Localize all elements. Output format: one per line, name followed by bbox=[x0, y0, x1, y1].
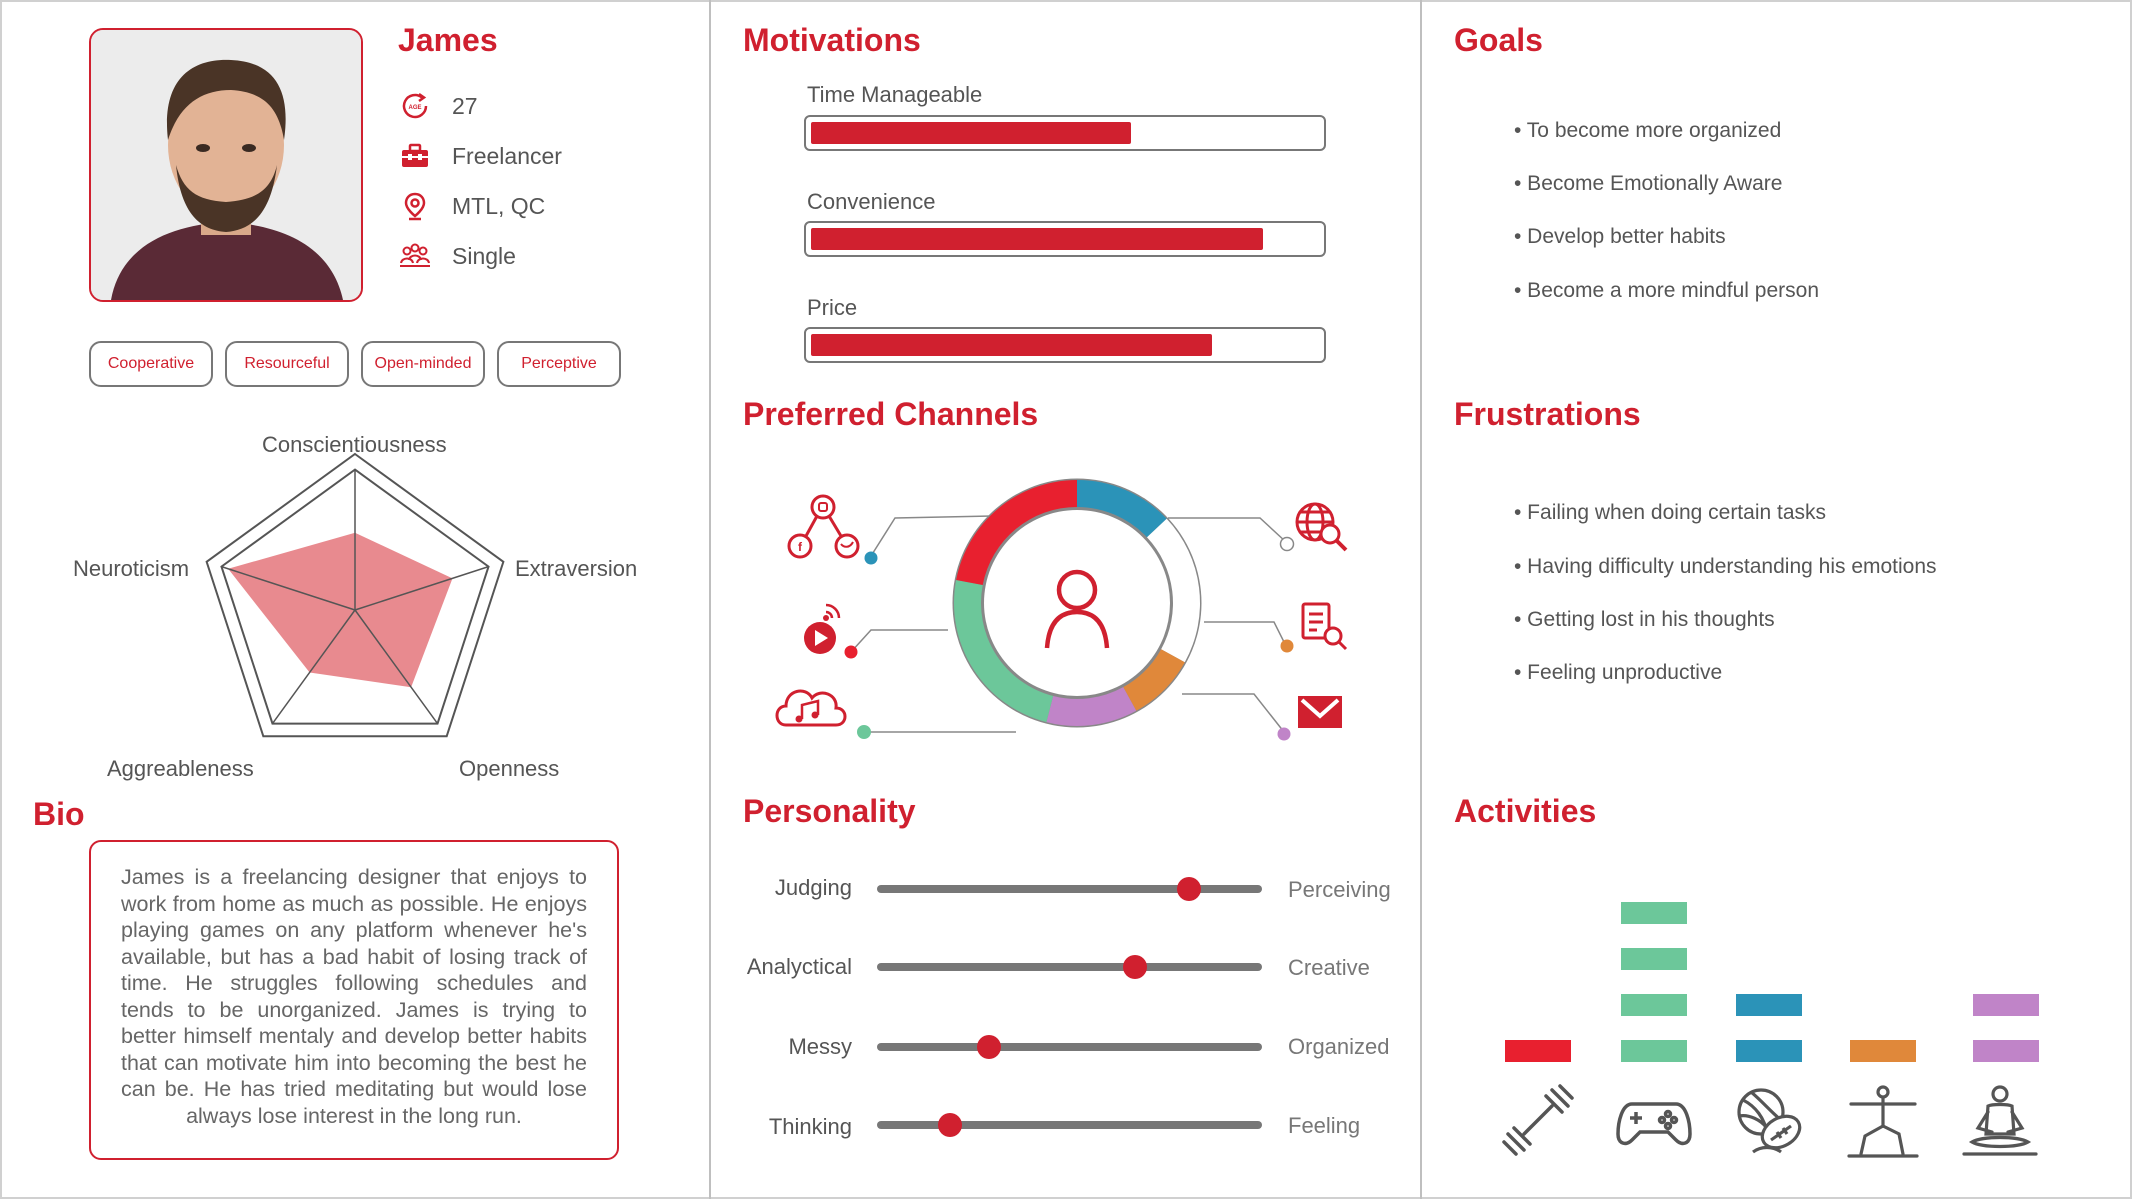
activity-bar-meditation bbox=[1973, 1040, 2039, 1062]
radar-label-neuroticism: Neuroticism bbox=[73, 556, 190, 581]
age-row bbox=[398, 86, 478, 126]
activities-title: Activities bbox=[1454, 793, 1597, 829]
motivation-bar bbox=[804, 327, 1326, 363]
svg-text:f: f bbox=[798, 540, 802, 554]
personality-right-label: Feeling bbox=[1288, 1113, 1361, 1138]
social-network-icon bbox=[789, 496, 858, 557]
frustrations-title: Frustrations bbox=[1454, 396, 1641, 432]
channels-diagram bbox=[770, 470, 1370, 760]
location-row bbox=[398, 186, 545, 226]
occupation-value: Freelancer bbox=[452, 142, 562, 169]
personality-right-label: Creative bbox=[1288, 955, 1370, 980]
personality-marker bbox=[1177, 877, 1201, 901]
document-search-icon bbox=[1303, 604, 1346, 649]
bio-box bbox=[89, 840, 619, 1160]
bio-text: James is a freelancing designer that enjoys to work from home as much as possible. He enjoys playing games on any platform whenever he's available, but has a bad habit of losing track of time. He struggles following schedules and tends to be unorganized. James is trying to better himself mentaly and develop better habits that can motivate him into becoming the best he can be. He has tried meditating but would lose always lose interest in the long run. bbox=[121, 865, 587, 1128]
briefcase-icon bbox=[398, 139, 432, 173]
radar-label-extraversion: Extraversion bbox=[515, 556, 638, 581]
activity-bar-gaming bbox=[1621, 948, 1687, 970]
dumbbell-icon bbox=[1500, 1082, 1576, 1158]
personality-track bbox=[877, 963, 1262, 971]
channels-donut bbox=[953, 479, 1202, 728]
trait-tag: Perceptive bbox=[497, 341, 621, 387]
occupation-row bbox=[398, 136, 562, 176]
email-icon bbox=[1298, 696, 1342, 728]
personality-track bbox=[877, 1121, 1262, 1129]
location-value: MTL, QC bbox=[452, 192, 546, 219]
radar-label-aggreableness: Aggreableness bbox=[107, 756, 254, 781]
activity-bar-gaming bbox=[1621, 994, 1687, 1016]
column-divider-2 bbox=[1420, 0, 1422, 1199]
activity-bar-gaming bbox=[1621, 1040, 1687, 1062]
personality-right-label: Perceiving bbox=[1288, 877, 1391, 902]
frustration-item: • Feeling unproductive bbox=[1514, 661, 1723, 684]
donut-hole bbox=[984, 510, 1170, 696]
frustration-item: • Having difficulty understanding his emotions bbox=[1514, 555, 1937, 578]
motivation-label: Time Manageable bbox=[807, 82, 983, 107]
goals-title: Goals bbox=[1454, 22, 1543, 58]
status-value: Single bbox=[452, 242, 516, 269]
radar-value-area bbox=[228, 533, 452, 687]
age-icon bbox=[398, 89, 432, 123]
bio-title: Bio bbox=[33, 796, 85, 832]
location-pin-icon bbox=[398, 189, 432, 223]
meditation-icon bbox=[1962, 1082, 2038, 1158]
column-divider-1 bbox=[709, 0, 711, 1199]
persona-name: James bbox=[398, 22, 498, 58]
age-icon-label: AGE bbox=[408, 105, 422, 111]
gamepad-icon bbox=[1616, 1082, 1692, 1158]
avatar bbox=[91, 30, 361, 300]
web-search-icon bbox=[1297, 504, 1346, 550]
personality-track bbox=[877, 885, 1262, 893]
goal-item: • Develop better habits bbox=[1514, 225, 1726, 248]
personality-marker bbox=[1123, 955, 1147, 979]
personality-marker bbox=[938, 1113, 962, 1137]
cloud-music-icon bbox=[777, 691, 845, 725]
personality-left-label: Judging bbox=[774, 875, 852, 900]
personality-left-label: Thinking bbox=[768, 1114, 852, 1139]
radar-chart bbox=[190, 450, 520, 770]
motivation-fill bbox=[811, 334, 1212, 356]
live-video-icon bbox=[804, 605, 839, 654]
motivation-fill bbox=[811, 228, 1263, 250]
radar-label-conscientiousness: Conscientiousness bbox=[262, 432, 447, 457]
trait-tag: Open-minded bbox=[361, 341, 485, 387]
activity-bar-sports bbox=[1736, 1040, 1802, 1062]
goal-item: • Become a more mindful person bbox=[1514, 279, 1819, 302]
frustration-item: • Failing when doing certain tasks bbox=[1514, 501, 1827, 524]
goal-item: • To become more organized bbox=[1514, 119, 1782, 142]
personality-right-label: Organized bbox=[1288, 1034, 1390, 1059]
activity-bar-gaming bbox=[1621, 902, 1687, 924]
activity-bar-fitness bbox=[1505, 1040, 1571, 1062]
activity-bar-sports bbox=[1736, 994, 1802, 1016]
motivation-bar bbox=[804, 115, 1326, 151]
motivation-label: Convenience bbox=[807, 189, 936, 214]
preferred-channels-title: Preferred Channels bbox=[743, 396, 1039, 432]
age-value: 27 bbox=[452, 92, 478, 119]
motivation-bar bbox=[804, 221, 1326, 257]
activity-bar-meditation bbox=[1973, 994, 2039, 1016]
activity-bar-yoga bbox=[1850, 1040, 1916, 1062]
personality-track bbox=[877, 1043, 1262, 1051]
profile-photo bbox=[89, 28, 363, 302]
personality-title: Personality bbox=[743, 793, 916, 829]
yoga-pose-icon bbox=[1845, 1082, 1921, 1158]
people-icon bbox=[398, 239, 432, 273]
sports-balls-icon bbox=[1731, 1082, 1807, 1158]
trait-tag: Resourceful bbox=[225, 341, 349, 387]
frustration-item: • Getting lost in his thoughts bbox=[1514, 608, 1775, 631]
personality-marker bbox=[977, 1035, 1001, 1059]
radar-label-openness: Openness bbox=[459, 756, 560, 781]
personality-left-label: Messy bbox=[788, 1034, 852, 1059]
motivations-title: Motivations bbox=[743, 22, 921, 58]
motivation-fill bbox=[811, 122, 1131, 144]
personality-left-label: Analyctical bbox=[746, 954, 852, 979]
status-row bbox=[398, 236, 516, 276]
motivation-label: Price bbox=[807, 295, 858, 320]
trait-tag: Cooperative bbox=[89, 341, 213, 387]
goal-item: • Become Emotionally Aware bbox=[1514, 172, 1783, 195]
